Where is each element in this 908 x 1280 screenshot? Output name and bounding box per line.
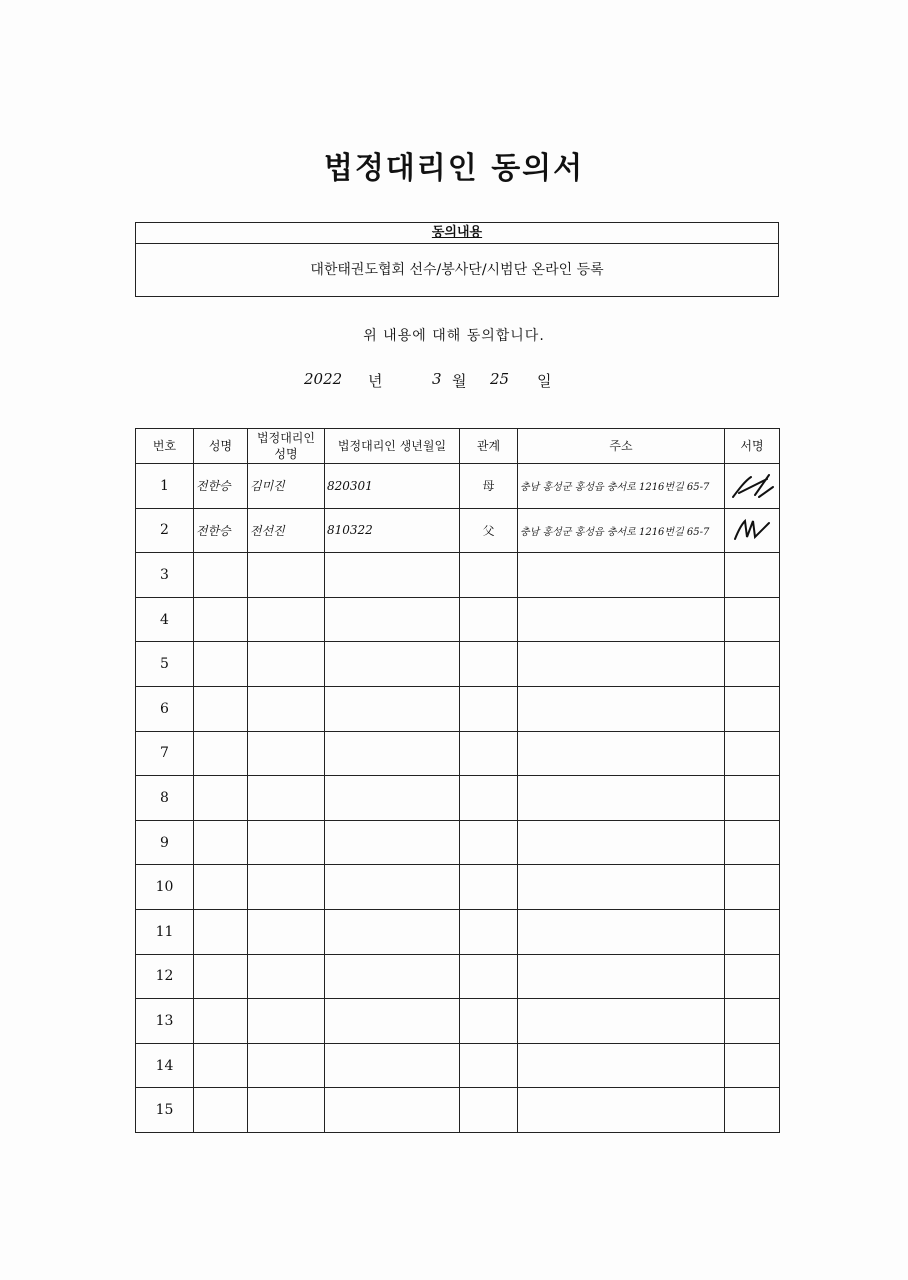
row-address: [518, 1088, 725, 1133]
row-agent-birth: [325, 597, 460, 642]
row-signature: [725, 553, 780, 598]
row-address: [518, 999, 725, 1044]
date-year: 2022: [304, 370, 343, 388]
row-name: [194, 954, 248, 999]
table-row: [136, 1088, 780, 1133]
row-address: [518, 686, 725, 731]
row-name: 전한승: [194, 508, 248, 553]
row-relation: [460, 553, 518, 598]
row-agent-birth: [325, 776, 460, 821]
row-number: 11: [136, 909, 194, 954]
row-agent-birth: [325, 820, 460, 865]
date-day-unit: 일: [537, 372, 552, 390]
row-number: 7: [136, 731, 194, 776]
row-agent-name: [248, 731, 325, 776]
row-number: 14: [136, 1043, 194, 1088]
row-name: [194, 999, 248, 1044]
table-row: [136, 553, 780, 598]
row-relation: [460, 642, 518, 687]
row-signature: [725, 508, 780, 553]
row-agent-birth: [325, 865, 460, 910]
row-signature: [725, 999, 780, 1044]
row-agent-birth: [325, 686, 460, 731]
row-agent-name: [248, 865, 325, 910]
header-address: 주소: [518, 429, 725, 464]
row-number: 13: [136, 999, 194, 1044]
row-signature: [725, 597, 780, 642]
date-month-unit: 월: [452, 372, 467, 390]
row-address: [518, 1043, 725, 1088]
row-number: 1: [136, 464, 194, 509]
table-row: [136, 820, 780, 865]
row-agent-name: [248, 642, 325, 687]
row-number: 3: [136, 553, 194, 598]
row-signature: [725, 954, 780, 999]
row-agent-birth: [325, 999, 460, 1044]
row-agent-birth: [325, 909, 460, 954]
row-agent-birth: 810322: [325, 508, 460, 553]
table-row: [136, 642, 780, 687]
row-agent-birth: [325, 1043, 460, 1088]
row-agent-birth: 820301: [325, 464, 460, 509]
row-number: 8: [136, 776, 194, 821]
table-row: [136, 954, 780, 999]
row-name: [194, 731, 248, 776]
table-header-row: [136, 429, 780, 464]
header-relation: 관계: [460, 429, 518, 464]
row-address: [518, 553, 725, 598]
table-row: [136, 508, 780, 553]
row-agent-name: [248, 909, 325, 954]
agree-statement: 위 내용에 대해 동의합니다.: [363, 328, 545, 344]
row-relation: [460, 909, 518, 954]
row-number: 10: [136, 865, 194, 910]
table-row: [136, 999, 780, 1044]
row-signature: [725, 820, 780, 865]
header-agent-name: 법정대리인 성명: [248, 429, 325, 464]
row-relation: [460, 820, 518, 865]
row-signature: [725, 731, 780, 776]
row-name: 전한승: [194, 464, 248, 509]
row-agent-name: [248, 954, 325, 999]
table-body: [136, 464, 780, 1133]
table-row: [136, 597, 780, 642]
row-number: 6: [136, 686, 194, 731]
table-row: [136, 909, 780, 954]
row-relation: [460, 597, 518, 642]
row-signature: [725, 1088, 780, 1133]
row-agent-birth: [325, 731, 460, 776]
row-relation: [460, 865, 518, 910]
row-address: 충남 홍성군 홍성읍 충서로 1216번길 65-7: [518, 508, 725, 553]
consent-header: 동의내용: [136, 223, 778, 244]
row-name: [194, 597, 248, 642]
row-name: [194, 686, 248, 731]
row-relation: [460, 776, 518, 821]
date-month: 3: [432, 370, 442, 388]
row-agent-name: 김미진: [248, 464, 325, 509]
row-name: [194, 642, 248, 687]
row-number: 15: [136, 1088, 194, 1133]
row-agent-birth: [325, 954, 460, 999]
row-address: [518, 865, 725, 910]
table-row: [136, 464, 780, 509]
date-day: 25: [490, 370, 510, 388]
header-signature: 서명: [725, 429, 780, 464]
row-agent-name: [248, 999, 325, 1044]
row-number: 4: [136, 597, 194, 642]
legal-agent-table: [135, 428, 780, 1133]
row-agent-name: [248, 820, 325, 865]
page-title: 법정대리인 동의서: [323, 151, 585, 186]
signature-mark: [729, 515, 775, 545]
row-address: [518, 909, 725, 954]
row-agent-name: [248, 776, 325, 821]
row-agent-birth: [325, 553, 460, 598]
row-number: 9: [136, 820, 194, 865]
row-signature: [725, 1043, 780, 1088]
row-relation: [460, 686, 518, 731]
row-relation: [460, 999, 518, 1044]
row-number: 5: [136, 642, 194, 687]
row-name: [194, 776, 248, 821]
row-agent-name: [248, 1043, 325, 1088]
row-name: [194, 553, 248, 598]
row-address: [518, 597, 725, 642]
table-row: [136, 865, 780, 910]
row-address: [518, 731, 725, 776]
row-relation: [460, 731, 518, 776]
row-signature: [725, 865, 780, 910]
consent-box: [135, 222, 779, 297]
row-number: 2: [136, 508, 194, 553]
row-relation: [460, 1088, 518, 1133]
row-name: [194, 1088, 248, 1133]
table-row: [136, 686, 780, 731]
row-address: [518, 642, 725, 687]
row-address: [518, 820, 725, 865]
row-relation: [460, 954, 518, 999]
row-name: [194, 1043, 248, 1088]
row-name: [194, 865, 248, 910]
row-signature: [725, 642, 780, 687]
row-relation: 父: [460, 508, 518, 553]
row-relation: 母: [460, 464, 518, 509]
signature-mark: [729, 471, 775, 501]
header-no: 번호: [136, 429, 194, 464]
row-address: 충남 홍성군 홍성읍 충서로 1216번길 65-7: [518, 464, 725, 509]
row-address: [518, 954, 725, 999]
table-row: [136, 1043, 780, 1088]
header-agent-birth: 법정대리인 생년월일: [325, 429, 460, 464]
consent-body: 대한태권도협회 선수/봉사단/시범단 온라인 등록: [310, 262, 604, 278]
table-row: [136, 731, 780, 776]
row-number: 12: [136, 954, 194, 999]
row-signature: [725, 776, 780, 821]
row-agent-name: [248, 1088, 325, 1133]
row-agent-birth: [325, 642, 460, 687]
row-relation: [460, 1043, 518, 1088]
row-agent-name: [248, 553, 325, 598]
date-year-unit: 년: [368, 372, 383, 390]
row-address: [518, 776, 725, 821]
row-agent-name: [248, 686, 325, 731]
row-signature: [725, 686, 780, 731]
header-name: 성명: [194, 429, 248, 464]
row-name: [194, 909, 248, 954]
row-signature: [725, 464, 780, 509]
row-agent-name: [248, 597, 325, 642]
row-agent-name: 전선진: [248, 508, 325, 553]
row-signature: [725, 909, 780, 954]
row-name: [194, 820, 248, 865]
row-agent-birth: [325, 1088, 460, 1133]
table-row: [136, 776, 780, 821]
